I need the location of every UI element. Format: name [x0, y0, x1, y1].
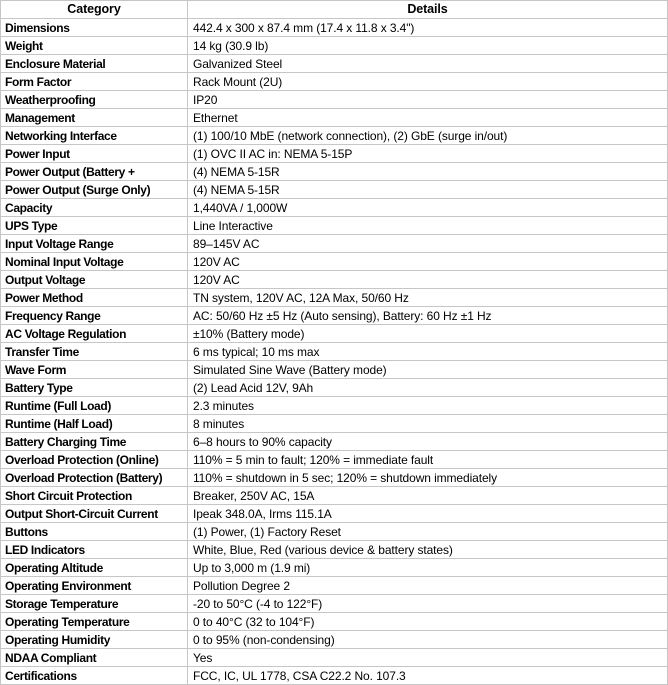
details-cell: Rack Mount (2U): [188, 73, 668, 91]
details-cell: Ipeak 348.0A, Irms 115.1A: [188, 505, 668, 523]
details-cell: 6–8 hours to 90% capacity: [188, 433, 668, 451]
details-cell: Up to 3,000 m (1.9 mi): [188, 559, 668, 577]
category-cell: NDAA Compliant: [1, 649, 188, 667]
category-cell: AC Voltage Regulation: [1, 325, 188, 343]
details-cell: Simulated Sine Wave (Battery mode): [188, 361, 668, 379]
details-cell: 110% = 5 min to fault; 120% = immediate fault: [188, 451, 668, 469]
category-cell: Weight: [1, 37, 188, 55]
details-cell: ±10% (Battery mode): [188, 325, 668, 343]
category-cell: Enclosure Material: [1, 55, 188, 73]
details-cell: 89–145V AC: [188, 235, 668, 253]
category-cell: LED Indicators: [1, 541, 188, 559]
details-cell: IP20: [188, 91, 668, 109]
category-cell: Operating Temperature: [1, 613, 188, 631]
category-cell: Battery Type: [1, 379, 188, 397]
category-cell: Capacity: [1, 199, 188, 217]
category-cell: Power Method: [1, 289, 188, 307]
details-cell: Breaker, 250V AC, 15A: [188, 487, 668, 505]
details-cell: (1) 100/10 MbE (network connection), (2) GbE (surge in/out): [188, 127, 668, 145]
category-cell: Output Short-Circuit Current: [1, 505, 188, 523]
details-cell: 120V AC: [188, 253, 668, 271]
category-cell: Form Factor: [1, 73, 188, 91]
category-cell: Weatherproofing: [1, 91, 188, 109]
details-cell: 120V AC: [188, 271, 668, 289]
category-cell: Battery Charging Time: [1, 433, 188, 451]
category-cell: Short Circuit Protection: [1, 487, 188, 505]
category-cell: Input Voltage Range: [1, 235, 188, 253]
category-cell: Operating Altitude: [1, 559, 188, 577]
category-cell: Operating Environment: [1, 577, 188, 595]
category-cell: Wave Form: [1, 361, 188, 379]
details-cell: 6 ms typical; 10 ms max: [188, 343, 668, 361]
details-cell: 110% = shutdown in 5 sec; 120% = shutdown immediately: [188, 469, 668, 487]
details-cell: 2.3 minutes: [188, 397, 668, 415]
details-cell: (4) NEMA 5-15R: [188, 163, 668, 181]
details-cell: FCC, IC, UL 1778, CSA C22.2 No. 107.3: [188, 667, 668, 685]
details-cell: 442.4 x 300 x 87.4 mm (17.4 x 11.8 x 3.4"): [188, 19, 668, 37]
details-cell: Yes: [188, 649, 668, 667]
category-cell: Power Input: [1, 145, 188, 163]
category-cell: Overload Protection (Online): [1, 451, 188, 469]
category-cell: Buttons: [1, 523, 188, 541]
details-cell: (2) Lead Acid 12V, 9Ah: [188, 379, 668, 397]
category-cell: UPS Type: [1, 217, 188, 235]
category-cell: Networking Interface: [1, 127, 188, 145]
category-cell: Certifications: [1, 667, 188, 685]
category-cell: Management: [1, 109, 188, 127]
details-cell: -20 to 50°C (-4 to 122°F): [188, 595, 668, 613]
details-cell: Line Interactive: [188, 217, 668, 235]
details-cell: TN system, 120V AC, 12A Max, 50/60 Hz: [188, 289, 668, 307]
details-cell: White, Blue, Red (various device & battery states): [188, 541, 668, 559]
category-cell: Storage Temperature: [1, 595, 188, 613]
header-category: Category: [1, 1, 188, 19]
details-cell: (1) Power, (1) Factory Reset: [188, 523, 668, 541]
details-cell: 0 to 95% (non-condensing): [188, 631, 668, 649]
details-cell: 14 kg (30.9 lb): [188, 37, 668, 55]
header-details: Details: [188, 1, 668, 19]
category-cell: Transfer Time: [1, 343, 188, 361]
category-cell: Output Voltage: [1, 271, 188, 289]
details-cell: (4) NEMA 5-15R: [188, 181, 668, 199]
category-cell: Nominal Input Voltage: [1, 253, 188, 271]
category-cell: Operating Humidity: [1, 631, 188, 649]
category-cell: Overload Protection (Battery): [1, 469, 188, 487]
category-cell: Runtime (Full Load): [1, 397, 188, 415]
details-cell: 0 to 40°C (32 to 104°F): [188, 613, 668, 631]
category-cell: Dimensions: [1, 19, 188, 37]
details-cell: Galvanized Steel: [188, 55, 668, 73]
category-cell: Runtime (Half Load): [1, 415, 188, 433]
details-cell: 8 minutes: [188, 415, 668, 433]
details-cell: AC: 50/60 Hz ±5 Hz (Auto sensing), Battery: 60 Hz ±1 Hz: [188, 307, 668, 325]
category-cell: Power Output (Battery +: [1, 163, 188, 181]
category-cell: Frequency Range: [1, 307, 188, 325]
details-cell: 1,440VA / 1,000W: [188, 199, 668, 217]
details-cell: Ethernet: [188, 109, 668, 127]
details-cell: (1) OVC II AC in: NEMA 5-15P: [188, 145, 668, 163]
category-cell: Power Output (Surge Only): [1, 181, 188, 199]
details-cell: Pollution Degree 2: [188, 577, 668, 595]
